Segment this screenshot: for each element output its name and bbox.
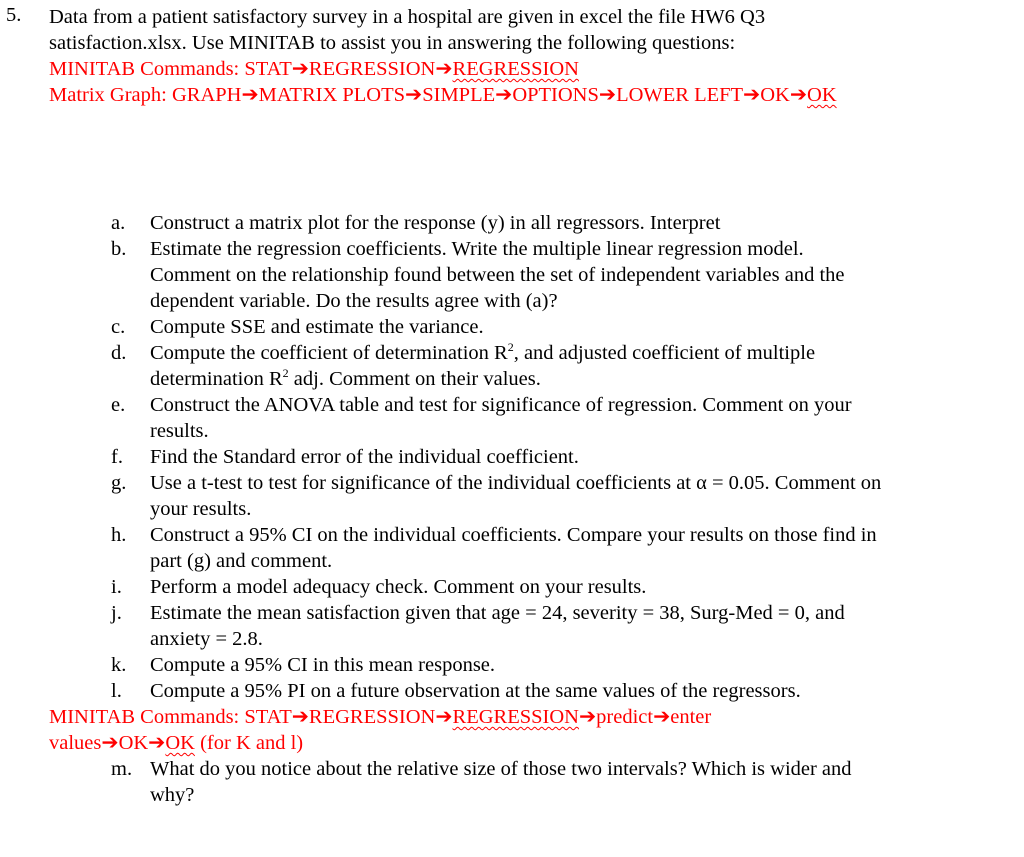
item-label: d. xyxy=(111,342,127,364)
item-label: g. xyxy=(111,472,127,494)
item-k xyxy=(0,652,1024,678)
item-label: m. xyxy=(111,758,133,780)
item-d xyxy=(0,340,1024,392)
item-text: Perform a model adequacy check. Comment on your results. xyxy=(150,576,647,598)
question-header xyxy=(49,4,837,108)
item-text: Construct a matrix plot for the response (y) in all regressors. Interpret xyxy=(150,212,721,234)
commands-bottom-line-1: MINITAB Commands: STAT➔REGRESSION➔REGRESSION➔predict➔enter xyxy=(49,706,712,728)
item-label: k. xyxy=(111,654,127,676)
item-text: Use a t-test to test for significance of the individual coefficients at α = 0.05. Comment on xyxy=(150,472,882,494)
item-m xyxy=(0,756,1024,808)
item-text: dependent variable. Do the results agree with (a)? xyxy=(150,290,558,312)
item-label: h. xyxy=(111,524,127,546)
item-text: why? xyxy=(150,784,195,806)
item-text: Compute the coefficient of determination $R^2$, and adjusted coefficient of multiple xyxy=(150,340,816,364)
item-g xyxy=(0,470,1024,522)
item-text: Comment on the relationship found between the set of independent variables and the xyxy=(150,264,845,286)
arrow-icon: ➔ xyxy=(101,732,119,754)
item-text: results. xyxy=(150,420,209,442)
item-text: Construct the ANOVA table and test for significance of regression. Comment on your xyxy=(150,394,852,416)
arrow-icon: ➔ xyxy=(241,84,259,106)
item-text: your results. xyxy=(150,498,252,520)
item-text: determination $R^2$ adj. Comment on their values. xyxy=(150,366,541,390)
item-label: b. xyxy=(111,238,127,260)
item-label: j. xyxy=(111,602,122,624)
item-text: Find the Standard error of the individual coefficient. xyxy=(150,446,579,468)
item-text: Compute a 95% CI in this mean response. xyxy=(150,654,496,676)
arrow-icon: ➔ xyxy=(148,732,166,754)
item-b xyxy=(0,236,1024,314)
item-label: c. xyxy=(111,316,126,338)
item-e xyxy=(0,392,1024,444)
item-l xyxy=(0,678,1024,704)
item-a xyxy=(0,210,1024,236)
item-c xyxy=(0,314,1024,340)
item-f xyxy=(0,444,1024,470)
item-text: Estimate the regression coefficients. Write the multiple linear regression model. xyxy=(150,238,804,260)
minitab-commands-bottom xyxy=(49,704,1024,756)
question-number: 5. xyxy=(6,4,22,26)
arrow-icon: ➔ xyxy=(405,84,423,106)
item-label: e. xyxy=(111,394,126,416)
item-text: What do you notice about the relative size of those two intervals? Which is wider and xyxy=(150,758,852,780)
item-text: Compute SSE and estimate the variance. xyxy=(150,316,484,338)
arrow-icon: ➔ xyxy=(291,58,309,80)
arrow-icon: ➔ xyxy=(495,84,513,106)
item-label: f. xyxy=(111,446,123,468)
commands-bottom-line-2: values➔OK➔OK (for K and l) xyxy=(49,732,304,754)
arrow-icon: ➔ xyxy=(743,84,761,106)
item-j xyxy=(0,600,1024,652)
item-text: Construct a 95% CI on the individual coefficients. Compare your results on those find in xyxy=(150,524,877,546)
arrow-icon: ➔ xyxy=(598,84,617,106)
intro-line-1: Data from a patient satisfactory survey in a hospital are given in excel the file HW6 Q3 xyxy=(49,6,766,28)
item-label: l. xyxy=(111,680,122,702)
arrow-icon: ➔ xyxy=(578,706,597,728)
item-label: i. xyxy=(111,576,122,598)
item-text: Estimate the mean satisfaction given that age = 24, severity = 38, Surg-Med = 0, and xyxy=(150,602,845,624)
arrow-icon: ➔ xyxy=(653,706,671,728)
item-text: anxiety = 2.8. xyxy=(150,628,263,650)
arrow-icon: ➔ xyxy=(789,84,808,106)
arrow-icon: ➔ xyxy=(291,706,309,728)
intro-line-2: satisfaction.xlsx. Use MINITAB to assist you in answering the following questions: xyxy=(49,32,736,54)
minitab-commands-top: MINITAB Commands: STAT➔REGRESSION➔REGRESSION xyxy=(49,58,579,80)
matrix-graph-commands: Matrix Graph: GRAPH➔MATRIX PLOTS➔SIMPLE➔OPTIONS➔LOWER LEFT➔OK➔OK xyxy=(49,84,837,106)
arrow-icon: ➔ xyxy=(435,58,453,80)
item-text: part (g) and comment. xyxy=(150,550,333,572)
item-label: a. xyxy=(111,212,126,234)
item-i xyxy=(0,574,1024,600)
arrow-icon: ➔ xyxy=(435,706,453,728)
item-text: Compute a 95% PI on a future observation at the same values of the regressors. xyxy=(150,680,801,702)
item-h xyxy=(0,522,1024,574)
question-items xyxy=(0,210,1024,808)
